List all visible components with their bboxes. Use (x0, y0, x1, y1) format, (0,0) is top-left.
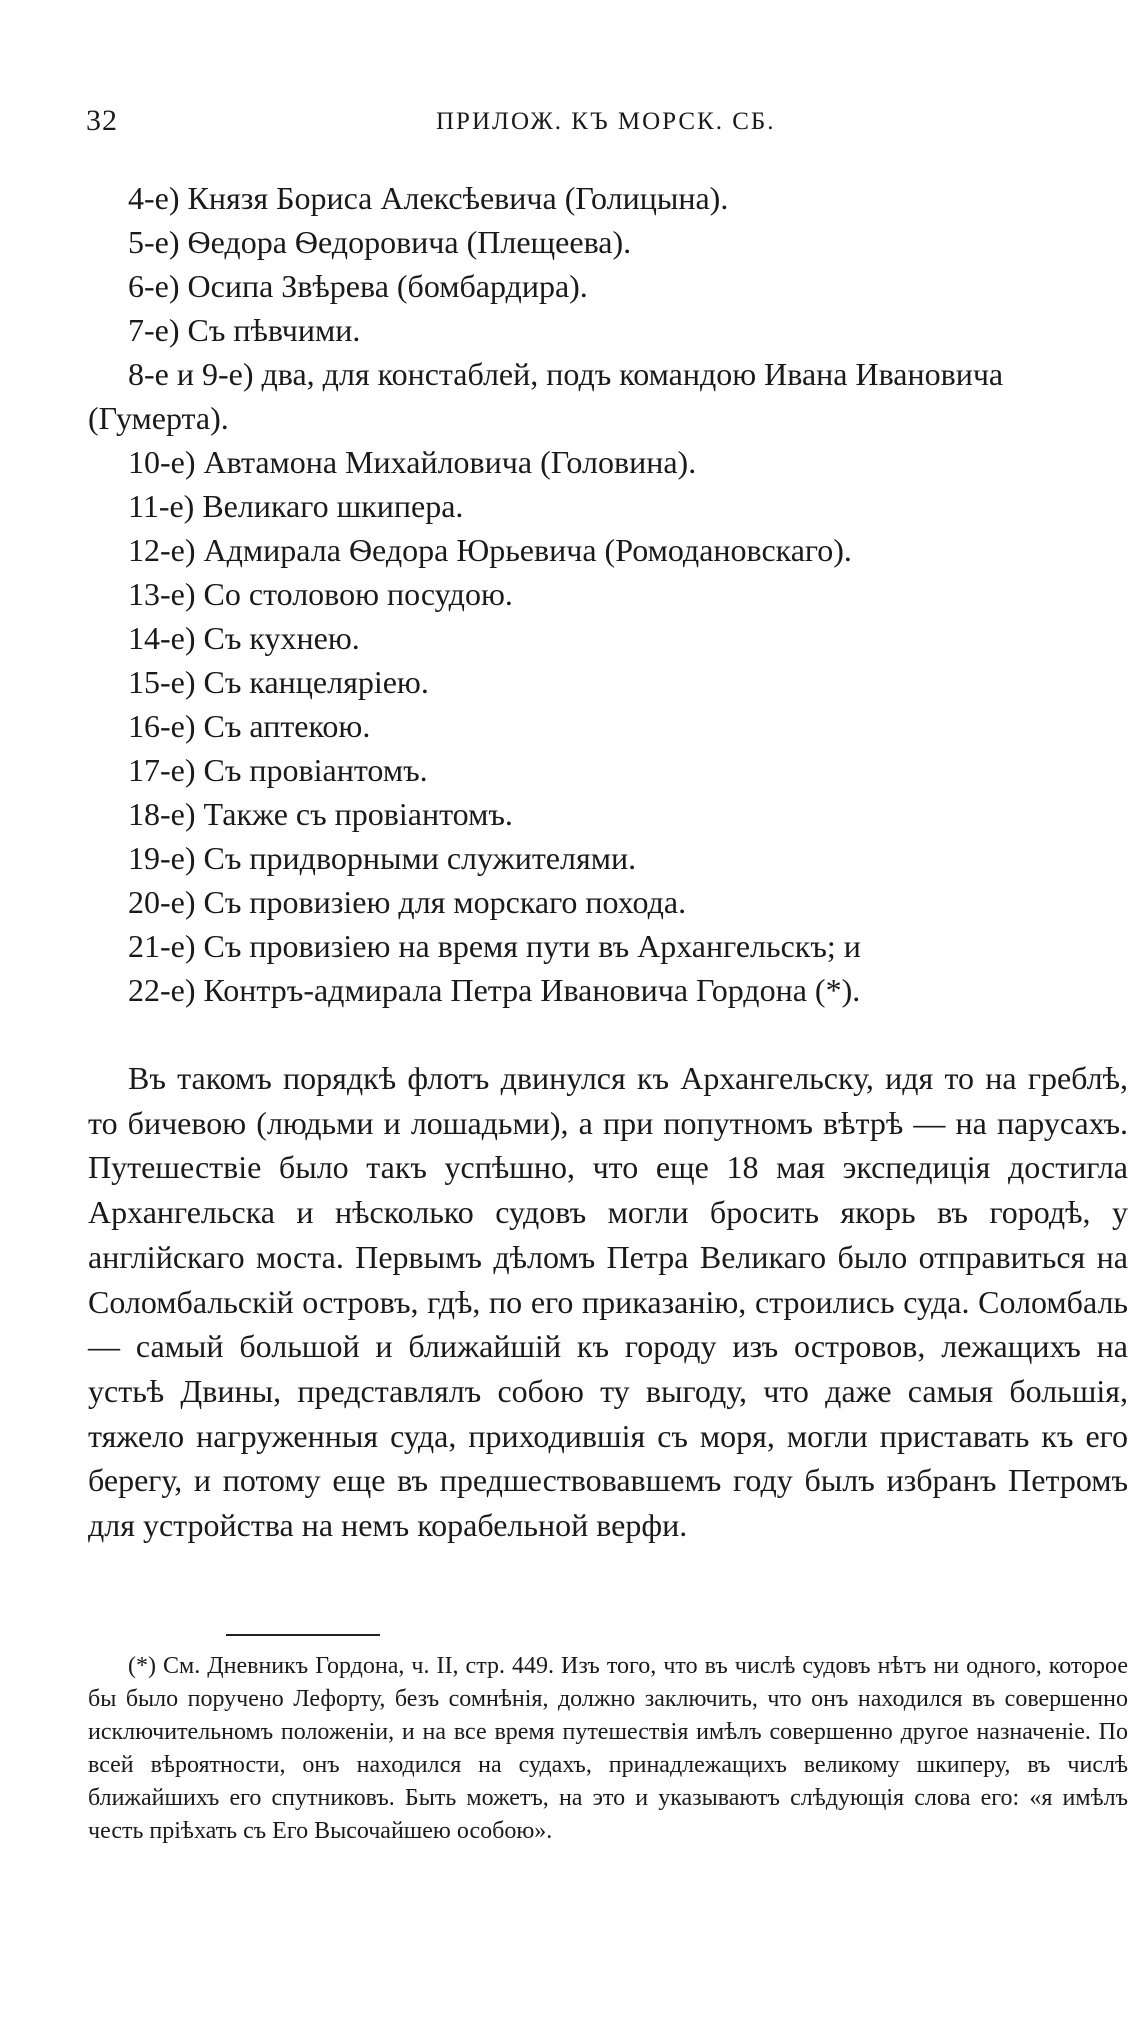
list-item: 21-е) Съ провизіею на время пути въ Архангельскъ; и (128, 928, 861, 964)
list-item: 15-е) Съ канцеляріею. (128, 664, 429, 700)
list-item: 4-е) Князя Бориса Алексѣевича (Голицына). (128, 180, 729, 216)
list-item: 17-е) Съ провіантомъ. (128, 752, 428, 788)
footnote-divider (226, 1634, 380, 1636)
list-item: 7-е) Съ пѣвчими. (128, 312, 361, 348)
running-title: ПРИЛОЖ. КЪ МОРСК. СБ. (436, 108, 776, 135)
list-item: 5-е) Ѳедора Ѳедоровича (Плещеева). (128, 224, 632, 260)
list-item: 12-е) Адмирала Ѳедора Юрьевича (Ромодановскаго). (128, 532, 852, 568)
list-item: 20-е) Съ провизіею для морскаго похода. (128, 884, 687, 920)
page-number: 32 (86, 104, 118, 137)
list-item: 19-е) Съ придворными служителями. (128, 840, 637, 876)
list-item: 13-е) Со столовою посудою. (128, 576, 513, 612)
list-item: 8-е и 9-е) два, для констаблей, подъ командою Ивана Ивановича (Гумерта). (88, 356, 1004, 436)
body-paragraph: Въ такомъ порядкѣ флотъ двинулся къ Архангельску, идя то на греблѣ, то бичевою (людьми и лошадьми), а при попутномъ вѣтрѣ — на парусахъ. Путешествіе было такъ успѣшно, что еще 18 мая экспедиція достигла Архангельска и нѣсколько судовъ могли бросить якорь въ городѣ, у англійскаго моста. Первымъ дѣломъ Петра Великаго было отправиться на Соломбальскій островъ, гдѣ, по его приказанію, строились суда. Соломбаль — самый большой и ближайшій къ городу изъ островов, лежащихъ на устьѣ Двины, представлялъ собою ту выгоду, что даже самыя большія, тяжело нагруженныя суда, приходившія съ моря, могли приставать къ его берегу, и потому еще въ предшествовавшемъ году былъ избранъ Петромъ для устройства на немъ корабельной верфи. (88, 1060, 1128, 1544)
footnote: (*) См. Дневникъ Гордона, ч. II, стр. 449. Изъ того, что въ числѣ судовъ нѣтъ ни одного, которое бы было поручено Лефорту, безъ сомнѣнія, должно заключить, что онъ находился въ совершенно исключительномъ положеніи, и на все время путешествія имѣлъ совершенно другое назначеніе. По всей вѣроятности, онъ находился на судахъ, принадлежащихъ великому шкиперу, въ числѣ ближайшихъ его спутниковъ. Быть можетъ, на это и указываютъ слѣдующія слова его: «я имѣлъ честь пріѣхать съ Его Высочайшею особою». (88, 1653, 1128, 1844)
vessel-list (88, 176, 1128, 1012)
list-item: 11-е) Великаго шкипера. (128, 488, 464, 524)
page-header (86, 104, 1116, 144)
list-item: 18-е) Также съ провіантомъ. (128, 796, 513, 832)
list-item: 6-е) Осипа Звѣрева (бомбардира). (128, 268, 588, 304)
list-item: 10-е) Автамона Михайловича (Головина). (128, 444, 697, 480)
list-item: 14-е) Съ кухнею. (128, 620, 360, 656)
list-item: 22-е) Контръ-адмирала Петра Ивановича Гордона (*). (128, 972, 861, 1008)
list-item: 16-е) Съ аптекою. (128, 708, 371, 744)
